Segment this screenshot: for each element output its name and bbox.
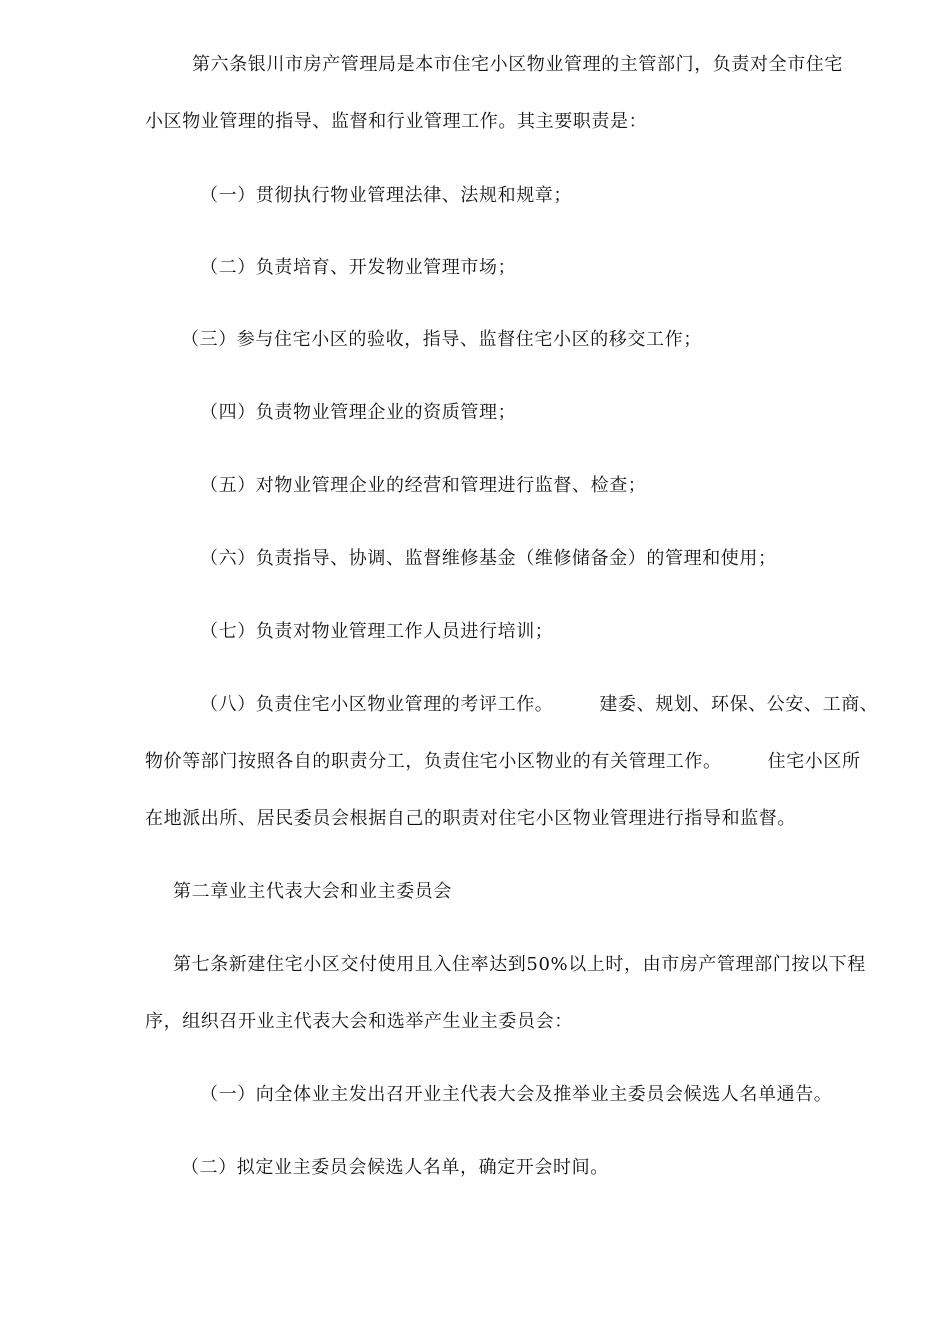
article7-item-2: （二）拟定业主委员会候选人名单，确定开会时间。 [181,1157,609,1178]
article6-item-1: （一）贯彻执行物业管理法律、法规和规章； [200,185,572,206]
article6-body-line1-text: 物价等部门按照各自的职责分工，负责住宅小区物业的有关管理工作。 [145,751,722,772]
article6-item-8-line [200,693,878,717]
article7-line1: 第七条新建住宅小区交付使用且入住率达到50%以上时，由市房产管理部门按以下程 [173,954,866,975]
article6-item-7: （七）负责对物业管理工作人员进行培训； [200,621,554,642]
article6-item-8: （八）负责住宅小区物业管理的考评工作。 [200,694,554,715]
chapter2-title: 第二章业主代表大会和业主委员会 [173,881,452,902]
article6-body-line1 [145,750,861,774]
article6-item-4: （四）负责物业管理企业的资质管理； [200,402,517,423]
article6-line1: 第六条银川市房产管理局是本市住宅小区物业管理的主管部门，负责对全市住宅 [192,54,843,75]
article6-item-8-continuation: 建委、规划、环保、公安、工商、 [599,694,879,715]
article6-item-5: （五）对物业管理企业的经营和管理进行监督、检查； [200,475,647,496]
article6-line2: 小区物业管理的指导、监督和行业管理工作。其主要职责是： [145,111,648,132]
article7-line2: 序，组织召开业主代表大会和选举产生业主委员会： [145,1011,573,1032]
article6-item-2: （二）负责培育、开发物业管理市场； [200,257,517,278]
article7-item-1: （一）向全体业主发出召开业主代表大会及推举业主委员会候选人名单通告。 [200,1084,833,1105]
article6-item-6: （六）负责指导、协调、监督维修基金（维修储备金）的管理和使用； [200,548,777,569]
article6-item-3: （三）参与住宅小区的验收，指导、监督住宅小区的移交工作； [181,329,702,350]
article6-body-line1-continuation: 住宅小区所 [767,751,861,772]
article6-body-line2: 在地派出所、居民委员会根据自己的职责对住宅小区物业管理进行指导和监督。 [145,808,796,829]
